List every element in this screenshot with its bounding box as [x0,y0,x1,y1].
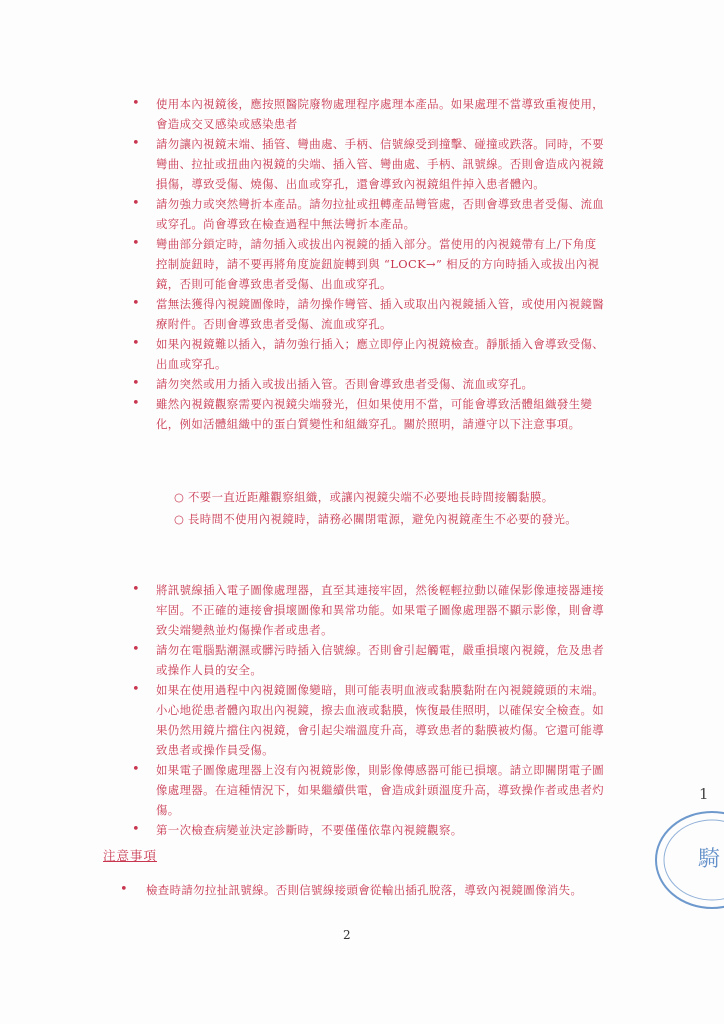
list-item: • 當無法獲得內視鏡圖像時，請勿操作彎管、插入或取出內視鏡插入管，或使用內視鏡醫療附件。否則會導致患者受傷、流血或穿孔。 [132,296,605,331]
bullet-icon: • [132,762,141,777]
seal-character: 騎 [698,847,721,872]
bullet-icon: • [132,396,141,411]
list-item: • 彎曲部分鎖定時，請勿插入或拔出內視鏡的插入部分。當使用的內視鏡帶有上/下角度控制旋鈕時，請不要再將角度旋鈕旋轉到與 “LOCK→” 相反的方向時插入或拔出內視鏡，否則可能會導致患者受傷、出血或穿孔。 [132,236,600,291]
bullet-icon: • [132,642,141,657]
warning-list-continued [120,580,608,840]
list-item: • 檢查時請勿拉扯訊號線。否則信號線接頭會從輸出插孔脫落，導致內視鏡圖像消失。 [108,880,608,900]
list-item: • 請勿突然或用力插入或拔出插入管。否則會導致患者受傷、流血或穿孔。 [120,374,608,394]
list-item: • 如果在使用過程中內視鏡圖像變暗，則可能表明血液或黏膜黏附在內視鏡鏡頭的末端。小心地從患者體內取出內視鏡，擦去血液或黏膜，恢復最佳照明，以確保安全檢查。如果仍然用鏡片擋住內視鏡，會引起尖端溫度升高，導致患者的黏膜被灼傷。它還可能導致患者或操作員受傷。 [132,682,605,757]
bullet-icon: • [132,682,141,697]
page-number: 2 [343,928,351,942]
bullet-icon: • [132,336,141,351]
notes-list [108,880,608,900]
circle-bullet-icon: ○ [174,512,185,526]
list-item: • 請勿在電腦點潮濕或髒污時插入信號線。否則會引起觸電，嚴重損壞內視鏡，危及患者或操作人員的安全。 [132,642,605,677]
bullet-icon: • [132,582,141,597]
list-item: • 如果內視鏡難以插入，請勿強行插入；應立即停止內視鏡檢查。靜脈插入會導致受傷、出血或穿孔。 [132,336,605,371]
bullet-icon: • [132,196,141,211]
list-item: • 使用本內視鏡後，應按照醫院廢物處理程序處理本產品。如果處理不當導致重複使用，會造成交叉感染或感染患者 [132,96,605,131]
list-item: • 第一次檢查病變並決定診斷時，不要僅僅依靠內視鏡觀察。 [120,820,608,840]
circle-bullet-icon: ○ [174,490,185,504]
bullet-icon: • [120,882,129,897]
list-item: ○ 不要一直近距離觀察組織，或讓內視鏡尖端不必要地長時間接觸黏膜。 [174,487,610,507]
notes-section-title: 注意事項 [103,848,158,863]
company-seal-stamp [654,808,724,912]
illumination-precautions-list [174,487,610,531]
bullet-icon: • [132,822,141,837]
bullet-icon: • [132,96,141,111]
list-item: • 將訊號線插入電子圖像處理器，直至其連接牢固，然後輕輕拉動以確保影像連接器連接牢固。不正確的連接會損壞圖像和異常功能。如果電子圖像處理器不顯示影像，則會導致尖端變熱並灼傷操作者或患者。 [132,582,605,637]
margin-page-mark: 1 [699,785,709,803]
bullet-icon: • [132,136,141,151]
warning-list [120,94,608,434]
bullet-icon: • [132,236,141,251]
list-item: • 請勿強力或突然彎折本產品。請勿拉扯或扭轉產品彎管處，否則會導致患者受傷、流血或穿孔。尚會導致在檢查過程中無法彎折本產品。 [132,196,605,231]
list-item: • 請勿讓內視鏡末端、插管、彎曲處、手柄、信號線受到撞擊、碰撞或跌落。同時，不要彎曲、拉扯或扭曲內視鏡的尖端、插入管、彎曲處、手柄、訊號線。否則會造成內視鏡損傷，導致受傷、燒傷、出血或穿孔，還會導致內視鏡組件掉入患者體內。 [132,136,605,191]
list-item: • 雖然內視鏡觀察需要內視鏡尖端發光，但如果使用不當，可能會導致活體組織發生變化，例如活體組織中的蛋白質變性和組織穿孔。關於照明，請遵守以下注意事項。 [132,396,593,431]
list-item: ○ 長時間不使用內視鏡時，請務必關閉電源，避免內視鏡產生不必要的發光。 [174,509,610,529]
bullet-icon: • [132,296,141,311]
bullet-icon: • [132,376,141,391]
list-item: • 如果電子圖像處理器上沒有內視鏡影像，則影像傳感器可能已損壞。請立即關閉電子圖像處理器。在這種情況下，如果繼續供電，會造成針頭溫度升高，導致操作者或患者灼傷。 [132,762,605,817]
